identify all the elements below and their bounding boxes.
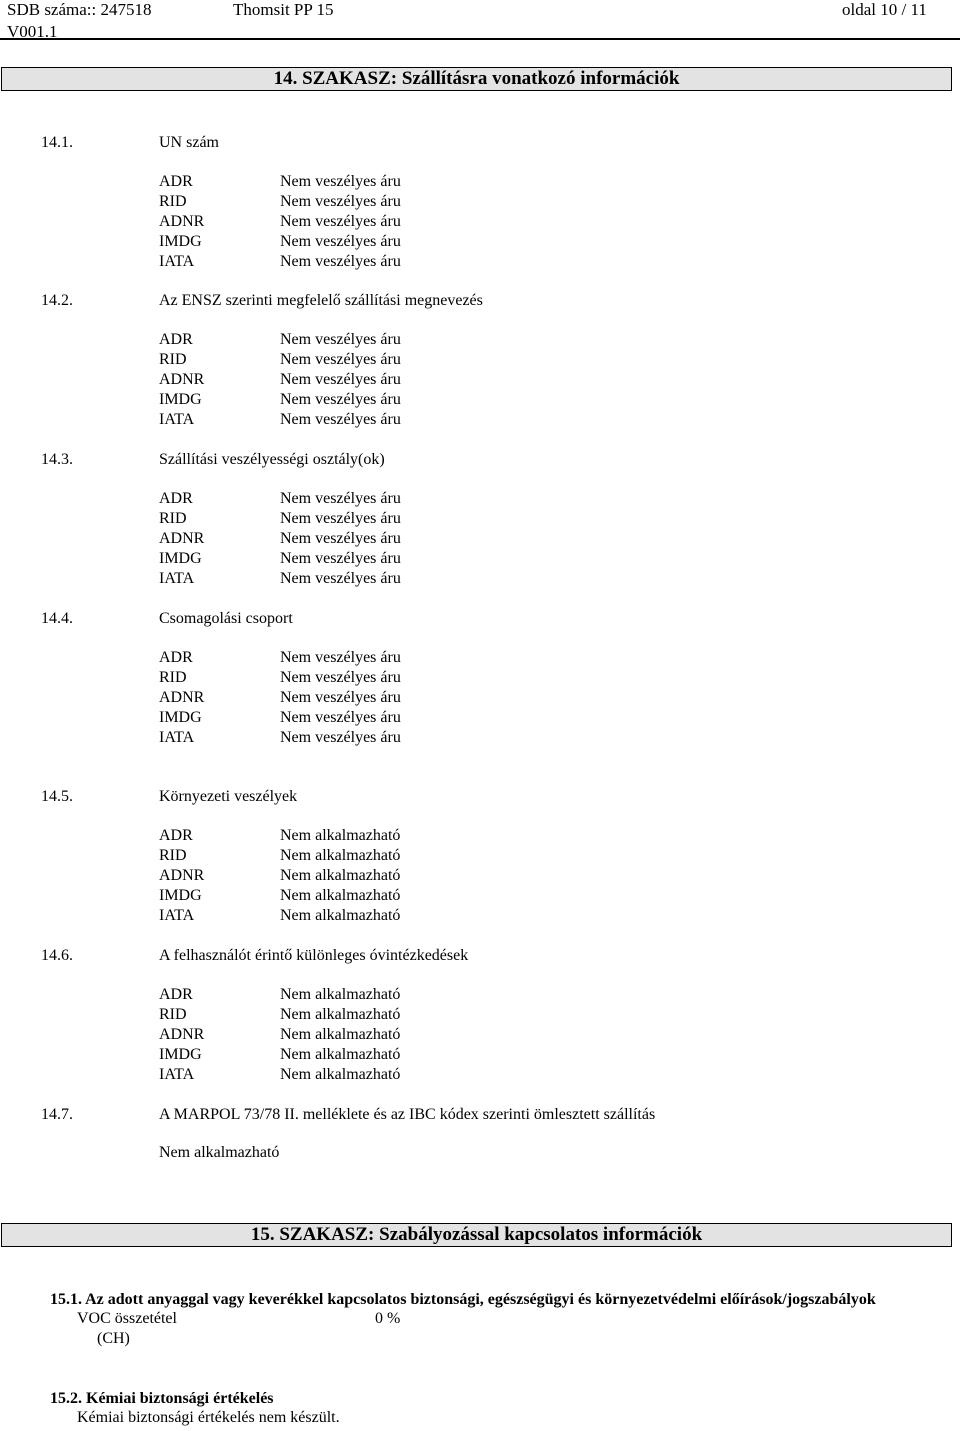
value-list: [280, 826, 400, 926]
mode-label: ADR: [159, 173, 193, 190]
value-list: [280, 172, 401, 272]
mode-label: IMDG: [159, 1046, 202, 1063]
mode-label: ADNR: [159, 1026, 205, 1043]
mode-value: Nem veszélyes áru: [280, 689, 401, 706]
mode-value: Nem veszélyes áru: [280, 669, 401, 686]
mode-value: Nem veszélyes áru: [280, 490, 401, 507]
mode-value: Nem veszélyes áru: [280, 173, 401, 190]
mode-value: Nem veszélyes áru: [280, 351, 401, 368]
mode-value: Nem alkalmazható: [280, 1046, 401, 1063]
mode-label: IMDG: [159, 391, 202, 408]
value-list: [280, 648, 401, 748]
mode-label: IMDG: [159, 709, 202, 726]
mode-label: IMDG: [159, 887, 202, 904]
product-name: Thomsit PP 15: [233, 0, 334, 19]
mode-label: ADR: [159, 490, 193, 507]
subsection-title: Szállítási veszélyességi osztály(ok): [159, 451, 385, 468]
mode-label: IMDG: [159, 233, 202, 250]
mode-label: IATA: [159, 907, 195, 924]
subsection-title: A felhasználót érintő különleges óvintézkedések: [159, 947, 469, 964]
mode-value: Nem alkalmazható: [280, 986, 401, 1003]
mode-value: Nem veszélyes áru: [280, 233, 401, 250]
value-list: [280, 330, 401, 430]
mode-value: Nem alkalmazható: [280, 847, 401, 864]
subsection-title: Környezeti veszélyek: [159, 788, 298, 805]
subsection-number: 14.6.: [41, 947, 73, 964]
value-list: [280, 489, 401, 589]
subsection-number: 14.2.: [41, 292, 73, 309]
subsection-title: A MARPOL 73/78 II. melléklete és az IBC kódex szerinti ömlesztett szállítás: [159, 1106, 656, 1123]
mode-label: ADNR: [159, 867, 205, 884]
mode-value: Nem veszélyes áru: [280, 570, 401, 587]
mode-label: ADNR: [159, 371, 205, 388]
mode-label: RID: [159, 510, 187, 527]
mode-label: IMDG: [159, 550, 202, 567]
mode-label: ADNR: [159, 213, 205, 230]
mode-value: Nem veszélyes áru: [280, 550, 401, 567]
mode-value: Nem veszélyes áru: [280, 193, 401, 210]
mode-value: Nem veszélyes áru: [280, 253, 401, 270]
mode-list: [159, 330, 204, 430]
subsection-title: 15.1. Az adott anyaggal vagy keverékkel kapcsolatos biztonsági, egészségügyi és környezetvédelmi előírások/jogszabályok: [50, 1291, 876, 1308]
mode-label: ADR: [159, 649, 193, 666]
mode-label: ADR: [159, 827, 193, 844]
mode-label: IATA: [159, 253, 195, 270]
subsection-number: 14.4.: [41, 610, 73, 627]
mode-label: IATA: [159, 729, 195, 746]
subsection-title: 15.2. Kémiai biztonsági értékelés: [50, 1390, 274, 1407]
mode-label: ADR: [159, 986, 193, 1003]
mode-value: Nem veszélyes áru: [280, 729, 401, 746]
subsection-number: 14.1.: [41, 134, 73, 151]
subsection-text: Kémiai biztonsági értékelés nem készült.: [77, 1409, 340, 1426]
mode-value: Nem veszélyes áru: [280, 331, 401, 348]
mode-value: Nem alkalmazható: [280, 887, 401, 904]
voc-value: 0 %: [375, 1310, 401, 1327]
section-14-banner: 14. SZAKASZ: Szállításra vonatkozó információk: [1, 67, 952, 91]
mode-value: Nem alkalmazható: [280, 907, 401, 924]
mode-value: Nem alkalmazható: [280, 1026, 401, 1043]
subsection-title: Csomagolási csoport: [159, 610, 293, 627]
mode-label: IATA: [159, 1066, 195, 1083]
value-list: [280, 985, 400, 1085]
mode-list: [159, 985, 204, 1085]
page-number: oldal 10 / 11: [842, 0, 927, 19]
mode-value: Nem alkalmazható: [280, 1066, 401, 1083]
mode-value: Nem veszélyes áru: [280, 213, 401, 230]
mode-label: RID: [159, 351, 187, 368]
mode-value: Nem veszélyes áru: [280, 510, 401, 527]
voc-label: VOC összetétel: [77, 1310, 177, 1327]
mode-list: [159, 489, 204, 589]
mode-label: RID: [159, 847, 187, 864]
mode-value: Nem veszélyes áru: [280, 391, 401, 408]
mode-label: RID: [159, 193, 187, 210]
subsection-number: 14.5.: [41, 788, 73, 805]
mode-label: IATA: [159, 411, 195, 428]
mode-label: RID: [159, 1006, 187, 1023]
voc-ch-label: (CH): [97, 1330, 130, 1347]
mode-label: ADNR: [159, 689, 205, 706]
mode-value: Nem veszélyes áru: [280, 649, 401, 666]
version: V001.1: [7, 22, 58, 41]
mode-label: IATA: [159, 570, 195, 587]
mode-label: RID: [159, 669, 187, 686]
mode-value: Nem veszélyes áru: [280, 530, 401, 547]
mode-value: Nem veszélyes áru: [280, 371, 401, 388]
sdb-number: SDB száma:: 247518: [7, 0, 152, 19]
mode-value: Nem alkalmazható: [280, 1006, 401, 1023]
subsection-title: Az ENSZ szerinti megfelelő szállítási megnevezés: [159, 292, 483, 309]
subsection-number: 14.7.: [41, 1106, 73, 1123]
subsection-number: 14.3.: [41, 451, 73, 468]
mode-list: [159, 172, 204, 272]
mode-value: Nem alkalmazható: [280, 867, 401, 884]
section-15-banner: 15. SZAKASZ: Szabályozással kapcsolatos információk: [1, 1223, 952, 1247]
mode-label: ADNR: [159, 530, 205, 547]
mode-label: ADR: [159, 331, 193, 348]
mode-list: [159, 648, 204, 748]
mode-list: [159, 826, 204, 926]
mode-value: Nem alkalmazható: [280, 827, 401, 844]
mode-value: Nem veszélyes áru: [280, 411, 401, 428]
subsection-value: Nem alkalmazható: [159, 1144, 280, 1161]
header-divider: [0, 38, 960, 40]
subsection-title: UN szám: [159, 134, 219, 151]
mode-value: Nem veszélyes áru: [280, 709, 401, 726]
